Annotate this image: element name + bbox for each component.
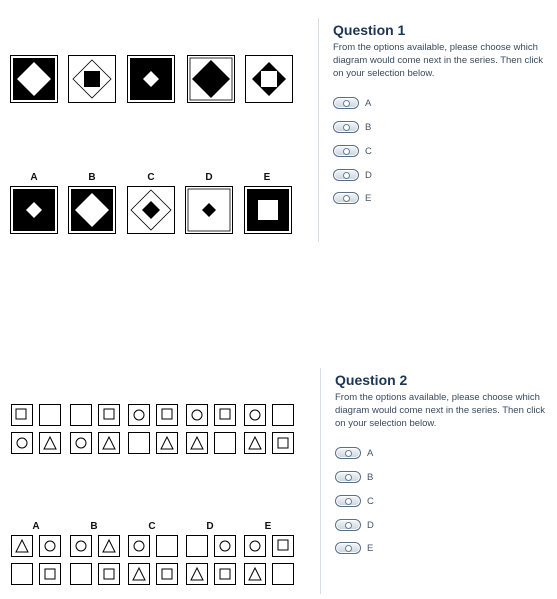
radio-pill-icon[interactable]	[333, 192, 359, 204]
q1-answer-label-e: E	[263, 172, 271, 183]
q1-option-a[interactable]	[333, 96, 371, 110]
q2-answer-label-d: D	[206, 521, 214, 532]
q2-series-figure-4	[186, 404, 236, 454]
radio-pill-icon[interactable]	[333, 121, 359, 133]
q1-title: Question 1	[333, 22, 406, 38]
q2-series-figure-2	[70, 404, 120, 454]
radio-pill-icon[interactable]	[335, 542, 361, 554]
q1-option-label: D	[365, 169, 372, 181]
q1-option-label: B	[365, 121, 372, 133]
q2-answer-figure-c	[128, 535, 178, 585]
q2-answer-label-c: C	[148, 521, 156, 532]
q2-series-figure-5	[244, 404, 294, 454]
q2-divider	[320, 368, 321, 594]
q2-option-label: C	[367, 495, 374, 507]
q1-answer-figure-a	[10, 186, 58, 234]
q1-series-figure-5	[245, 55, 293, 103]
radio-dot-icon	[343, 195, 350, 202]
q2-option-c[interactable]	[335, 494, 374, 508]
q1-option-label: E	[365, 192, 372, 204]
q2-option-b[interactable]	[335, 470, 373, 484]
radio-dot-icon	[345, 474, 352, 481]
radio-dot-icon	[345, 522, 352, 529]
q2-instructions: From the options available, please choose which diagram would come next in the series. Then click on your selection below.	[335, 392, 545, 429]
radio-pill-icon[interactable]	[335, 519, 361, 531]
q1-answer-label-b: B	[88, 172, 96, 183]
q1-series-figure-3	[127, 55, 175, 103]
q2-option-a[interactable]	[335, 446, 373, 460]
q1-answer-label-a: A	[30, 172, 38, 183]
q2-answer-figure-e	[244, 535, 294, 585]
q1-instructions: From the options available, please choose which diagram would come next in the series. Then click on your selection below.	[333, 42, 543, 79]
q1-series-figure-2	[68, 55, 116, 103]
q2-series-figure-3	[128, 404, 178, 454]
q1-option-b[interactable]	[333, 120, 371, 134]
q2-answer-figure-d	[186, 535, 236, 585]
radio-pill-icon[interactable]	[335, 471, 361, 483]
q1-answer-figure-d	[185, 186, 233, 234]
q1-option-label: C	[365, 145, 372, 157]
q1-answer-label-d: D	[205, 172, 213, 183]
q2-series-figure-1	[11, 404, 61, 454]
q2-option-label: E	[367, 542, 374, 554]
q2-answer-label-a: A	[32, 521, 40, 532]
q1-divider	[318, 18, 319, 242]
q1-answer-figure-b	[68, 186, 116, 234]
radio-pill-icon[interactable]	[335, 447, 361, 459]
q1-option-label: A	[365, 97, 372, 109]
radio-pill-icon[interactable]	[335, 495, 361, 507]
q2-option-d[interactable]	[335, 518, 374, 532]
q1-option-d[interactable]	[333, 168, 372, 182]
q1-option-e[interactable]	[333, 191, 371, 205]
q1-answer-label-c: C	[147, 172, 155, 183]
q2-option-label: B	[367, 471, 374, 483]
radio-dot-icon	[343, 124, 350, 131]
radio-dot-icon	[345, 498, 352, 505]
radio-dot-icon	[345, 545, 352, 552]
q2-answer-label-b: B	[90, 521, 98, 532]
q1-answer-figure-c	[127, 186, 175, 234]
q1-series-figure-4	[187, 55, 235, 103]
radio-pill-icon[interactable]	[333, 169, 359, 181]
q2-title: Question 2	[335, 372, 408, 388]
q1-series-figure-1	[10, 55, 58, 103]
radio-dot-icon	[343, 100, 350, 107]
radio-pill-icon[interactable]	[333, 145, 359, 157]
q2-answer-figure-b	[70, 535, 120, 585]
q2-option-e[interactable]	[335, 541, 373, 555]
radio-dot-icon	[343, 148, 350, 155]
radio-dot-icon	[345, 450, 352, 457]
q2-answer-label-e: E	[264, 521, 272, 532]
q1-option-c[interactable]	[333, 144, 372, 158]
radio-dot-icon	[343, 172, 350, 179]
radio-pill-icon[interactable]	[333, 97, 359, 109]
q2-answer-figure-a	[11, 535, 61, 585]
q1-answer-figure-e	[244, 186, 292, 234]
q2-option-label: A	[367, 447, 374, 459]
q2-option-label: D	[367, 519, 374, 531]
